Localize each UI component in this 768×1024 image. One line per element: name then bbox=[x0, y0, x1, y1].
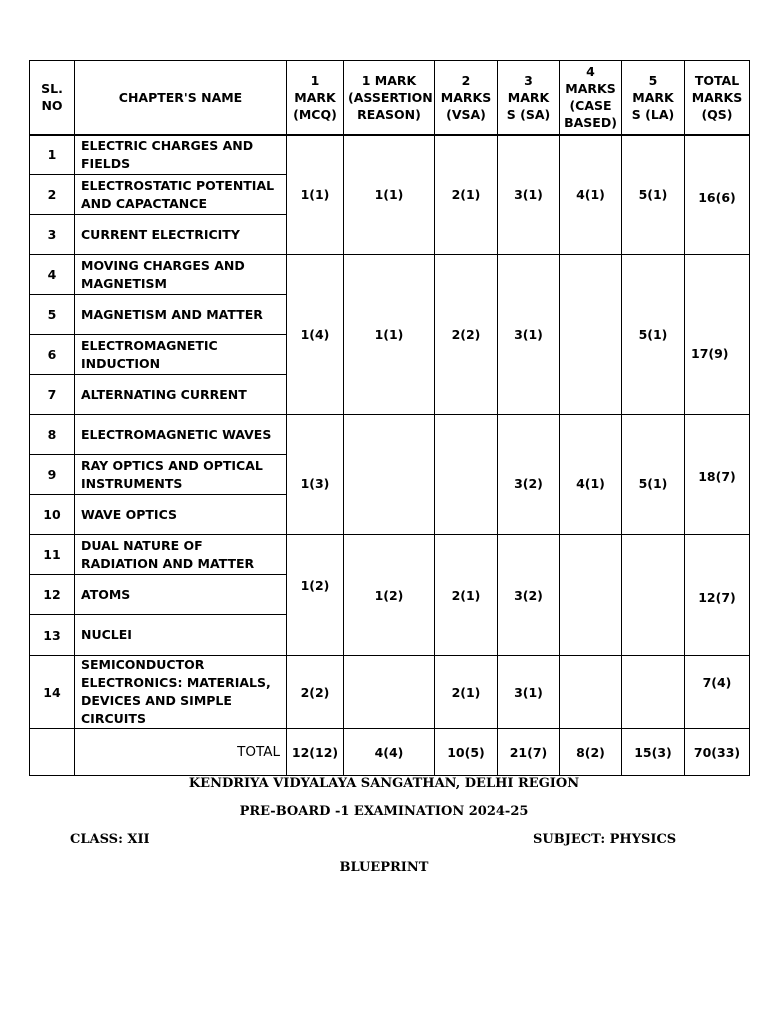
la-cell bbox=[622, 656, 685, 729]
la-cell bbox=[622, 535, 685, 656]
header-sl-no-text: SL. NO bbox=[41, 81, 63, 114]
table-row bbox=[30, 415, 750, 455]
chapter-name: SEMICONDUCTOR ELECTRONICS: MATERIALS, DEVICES AND SIMPLE CIRCUITS bbox=[75, 656, 287, 729]
mcq-cell: 2(2) bbox=[287, 656, 344, 729]
totals-vsa: 10(5) bbox=[435, 729, 498, 776]
sa-cell: 3(2) bbox=[498, 535, 560, 656]
totals-case: 8(2) bbox=[560, 729, 622, 776]
org-heading: KENDRIYA VIDYALAYA SANGATHAN, DELHI REGION bbox=[188, 776, 580, 791]
total-cell: 18(7) bbox=[685, 415, 750, 535]
row-number: 10 bbox=[30, 495, 75, 535]
totals-la: 15(3) bbox=[622, 729, 685, 776]
assertion-cell: 1(1) bbox=[344, 135, 435, 255]
chapter-name: ELECTRIC CHARGES AND FIELDS bbox=[75, 135, 287, 175]
la-cell: 5(1) bbox=[622, 255, 685, 415]
chapter-name: MAGNETISM AND MATTER bbox=[75, 295, 287, 335]
totals-sa: 21(7) bbox=[498, 729, 560, 776]
case-cell: 4(1) bbox=[560, 135, 622, 255]
header-mcq-text: 1 MARK (MCQ) bbox=[293, 72, 337, 122]
mcq-cell: 1(3) bbox=[287, 415, 344, 535]
table-row bbox=[30, 656, 750, 729]
case-cell: 4(1) bbox=[560, 415, 622, 535]
header-la bbox=[622, 61, 685, 135]
totals-empty-cell bbox=[30, 729, 75, 776]
header-la-text: 5 MARK S (LA) bbox=[631, 72, 675, 122]
header-sa bbox=[498, 61, 560, 135]
header-chapter-text: CHAPTER'S NAME bbox=[118, 89, 243, 105]
row-number: 7 bbox=[30, 375, 75, 415]
row-number: 1 bbox=[30, 135, 75, 175]
totals-mcq: 12(12) bbox=[287, 729, 344, 776]
header-assertion bbox=[344, 61, 435, 135]
row-number: 9 bbox=[30, 455, 75, 495]
row-number: 4 bbox=[30, 255, 75, 295]
chapter-name: DUAL NATURE OF RADIATION AND MATTER bbox=[75, 535, 287, 575]
totals-total: 70(33) bbox=[685, 729, 750, 776]
row-number: 11 bbox=[30, 535, 75, 575]
header-vsa-text: 2 MARKS (VSA) bbox=[440, 72, 492, 122]
row-number: 3 bbox=[30, 215, 75, 255]
header-total-text: TOTAL MARKS (QS) bbox=[691, 72, 743, 122]
header-vsa bbox=[435, 61, 498, 135]
sa-cell: 3(1) bbox=[498, 656, 560, 729]
header-case bbox=[560, 61, 622, 135]
header-mcq bbox=[287, 61, 344, 135]
chapter-name: WAVE OPTICS bbox=[75, 495, 287, 535]
row-number: 13 bbox=[30, 615, 75, 656]
class-label: CLASS: XII bbox=[70, 832, 150, 847]
case-cell bbox=[560, 535, 622, 656]
assertion-cell: 1(2) bbox=[344, 535, 435, 656]
total-cell: 12(7) bbox=[685, 535, 750, 656]
row-number: 5 bbox=[30, 295, 75, 335]
assertion-cell bbox=[344, 656, 435, 729]
row-number: 2 bbox=[30, 175, 75, 215]
total-cell: 7(4) bbox=[685, 656, 750, 729]
vsa-cell: 2(2) bbox=[435, 255, 498, 415]
vsa-cell: 2(1) bbox=[435, 656, 498, 729]
sa-cell: 3(2) bbox=[498, 415, 560, 535]
la-cell: 5(1) bbox=[622, 135, 685, 255]
blueprint-table bbox=[29, 60, 750, 776]
mcq-cell: 1(2) bbox=[287, 535, 344, 656]
chapter-name: ELECTROMAGNETIC WAVES bbox=[75, 415, 287, 455]
row-number: 12 bbox=[30, 575, 75, 615]
chapter-name: NUCLEI bbox=[75, 615, 287, 656]
mcq-cell: 1(1) bbox=[287, 135, 344, 255]
exam-heading: PRE-BOARD -1 EXAMINATION 2024-25 bbox=[239, 804, 529, 819]
subject-label: SUBJECT: PHYSICS bbox=[533, 832, 677, 847]
header-sa-text: 3 MARK S (SA) bbox=[506, 72, 551, 122]
total-cell: 17(9) bbox=[685, 255, 750, 415]
table-row bbox=[30, 535, 750, 575]
table-row bbox=[30, 255, 750, 295]
chapter-name: ELECTROSTATIC POTENTIAL AND CAPACTANCE bbox=[75, 175, 287, 215]
header-assertion-text: 1 MARK (ASSERTION REASON) bbox=[348, 72, 433, 122]
assertion-cell: 1(1) bbox=[344, 255, 435, 415]
vsa-cell bbox=[435, 415, 498, 535]
header-case-text: 4 MARKS (CASE BASED) bbox=[564, 64, 617, 131]
totals-row bbox=[30, 729, 750, 776]
sa-cell: 3(1) bbox=[498, 255, 560, 415]
totals-label: TOTAL bbox=[75, 729, 287, 776]
header-total bbox=[685, 61, 750, 135]
chapter-name: ALTERNATING CURRENT bbox=[75, 375, 287, 415]
chapter-name: ELECTROMAGNETIC INDUCTION bbox=[75, 335, 287, 375]
mcq-cell: 1(4) bbox=[287, 255, 344, 415]
header-row bbox=[30, 61, 750, 135]
blueprint-heading: BLUEPRINT bbox=[339, 860, 429, 875]
row-number: 8 bbox=[30, 415, 75, 455]
totals-assertion: 4(4) bbox=[344, 729, 435, 776]
header-chapter bbox=[75, 61, 287, 135]
case-cell bbox=[560, 255, 622, 415]
vsa-cell: 2(1) bbox=[435, 535, 498, 656]
chapter-name: MOVING CHARGES AND MAGNETISM bbox=[75, 255, 287, 295]
vsa-cell: 2(1) bbox=[435, 135, 498, 255]
header-sl-no bbox=[30, 61, 75, 135]
row-number: 6 bbox=[30, 335, 75, 375]
assertion-cell bbox=[344, 415, 435, 535]
case-cell bbox=[560, 656, 622, 729]
row-number: 14 bbox=[30, 656, 75, 729]
chapter-name: RAY OPTICS AND OPTICAL INSTRUMENTS bbox=[75, 455, 287, 495]
chapter-name: ATOMS bbox=[75, 575, 287, 615]
sa-cell: 3(1) bbox=[498, 135, 560, 255]
la-cell: 5(1) bbox=[622, 415, 685, 535]
total-cell: 16(6) bbox=[685, 135, 750, 255]
table-row bbox=[30, 135, 750, 175]
chapter-name: CURRENT ELECTRICITY bbox=[75, 215, 287, 255]
